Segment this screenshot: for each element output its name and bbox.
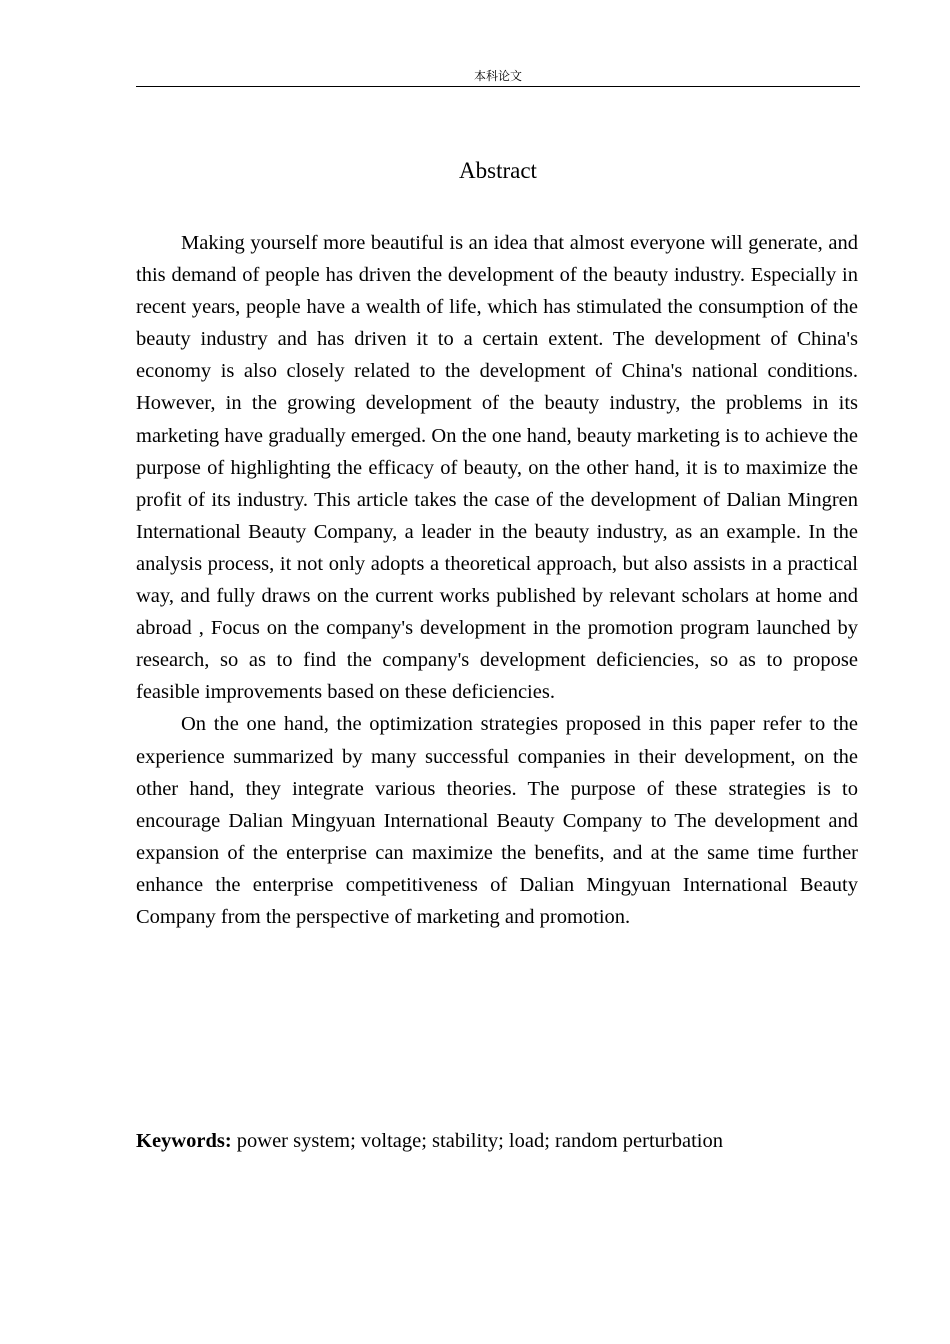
keywords-text: power system; voltage; stability; load; random perturbation xyxy=(236,1130,723,1152)
abstract-body xyxy=(136,227,858,933)
keywords-line xyxy=(136,1125,860,1157)
keywords-label: Keywords: xyxy=(136,1130,232,1152)
abstract-title: Abstract xyxy=(459,158,537,183)
abstract-paragraph: Making yourself more beautiful is an idea that almost everyone will generate, and this demand of people has driven the development of the beauty industry. Especially in recent years, people have a wealth of life, which has stimulated the consumption of the beauty industry and has driven it to a certain extent. The development of China's economy is also closely related to the development of China's national conditions. However, in the growing development of the beauty industry, the problems in its marketing have gradually emerged. On the one hand, beauty marketing is to achieve the purpose of highlighting the efficacy of beauty, on the other hand, it is to maximize the profit of its industry. This article takes the case of the development of Dalian Mingren International Beauty Company, a leader in the beauty industry, as an example. In the analysis process, it not only adopts a theoretical approach, but also assists in a practical way, and fully draws on the current works published by relevant scholars at home and abroad , Focus on the company's development in the promotion program launched by research, so as to find the company's development deficiencies, so as to propose feasible improvements based on these deficiencies. xyxy=(136,232,858,704)
running-header: 本科论文 xyxy=(136,66,860,87)
abstract-paragraph: On the one hand, the optimization strategies proposed in this paper refer to the experience summarized by many successful companies in their development, on the other hand, they integrate various theories. The purpose of these strategies is to encourage Dalian Mingyuan International Beauty Company to The development and expansion of the enterprise can maximize the benefits, and at the same time further enhance the enterprise competitiveness of Dalian Mingyuan International Beauty Company from the perspective of marketing and promotion. xyxy=(136,713,858,928)
